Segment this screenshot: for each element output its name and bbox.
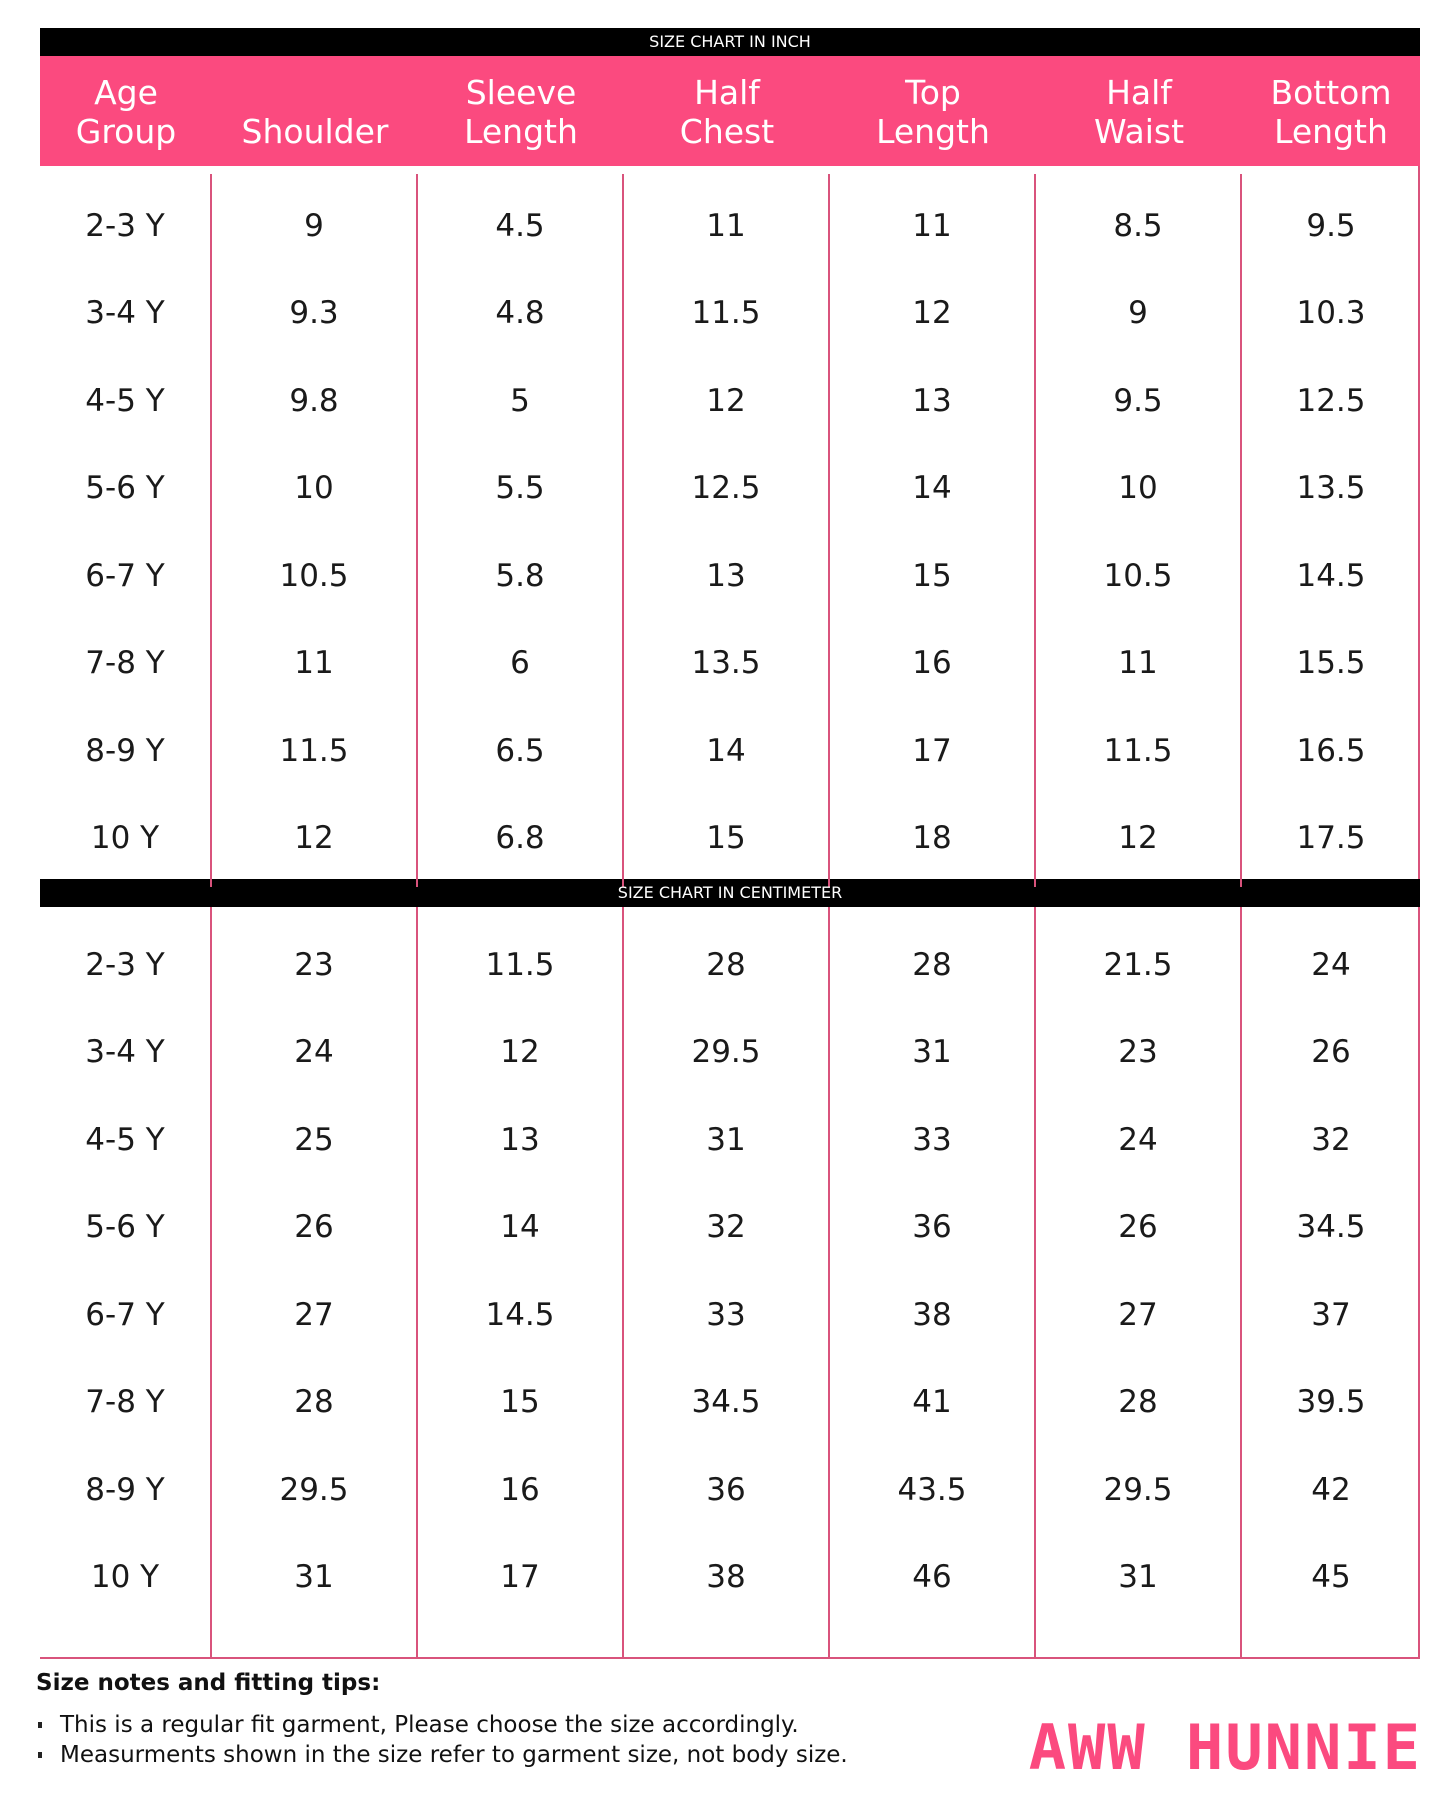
table-cell: 32 — [706, 1209, 746, 1246]
table-cell: 4-5 Y — [85, 382, 165, 419]
table-cell: 38 — [912, 1296, 952, 1333]
inch-column-4 — [830, 174, 1036, 887]
table-cell: 16.5 — [1296, 732, 1366, 769]
inch-column-3 — [624, 174, 830, 887]
table-cell: 11.5 — [485, 946, 555, 983]
table-cell: 25 — [294, 1121, 334, 1158]
table-cell: 15 — [706, 820, 746, 857]
header-half-chest: Half Chest — [679, 73, 775, 151]
inch-table-body — [40, 166, 1420, 879]
table-cell: 8.5 — [1113, 207, 1163, 244]
table-cell: 15 — [500, 1384, 540, 1421]
table-cell: 17 — [912, 732, 952, 769]
table-cell: 37 — [1311, 1296, 1351, 1333]
table-cell: 6.5 — [495, 732, 545, 769]
table-cell: 10.5 — [1103, 557, 1173, 594]
inch-column-0 — [40, 174, 212, 887]
table-cell: 31 — [706, 1121, 746, 1158]
table-header — [40, 56, 1420, 166]
cm-column-5 — [1036, 907, 1242, 1657]
table-cell: 12.5 — [691, 470, 761, 507]
table-cell: 3-4 Y — [85, 1034, 165, 1071]
table-cell: 6 — [510, 645, 530, 682]
table-cell: 38 — [706, 1559, 746, 1596]
cm-column-2 — [418, 907, 624, 1657]
table-cell: 11 — [294, 645, 334, 682]
table-cell: 28 — [706, 946, 746, 983]
table-cell: 29.5 — [279, 1471, 349, 1508]
table-cell: 27 — [1118, 1296, 1158, 1333]
table-cell: 36 — [706, 1471, 746, 1508]
table-cell: 5-6 Y — [85, 470, 165, 507]
table-cell: 11 — [912, 207, 952, 244]
inch-column-1 — [212, 174, 418, 887]
size-notes — [36, 1670, 936, 1770]
table-cell: 10 — [294, 470, 334, 507]
table-cell: 3-4 Y — [85, 295, 165, 332]
table-cell: 12.5 — [1296, 382, 1366, 419]
table-cell: 11.5 — [1103, 732, 1173, 769]
table-cell: 31 — [912, 1034, 952, 1071]
table-cell: 26 — [1311, 1034, 1351, 1071]
note-item: Measurments shown in the size refer to garment size, not body size. — [36, 1740, 936, 1770]
table-cell: 6-7 Y — [85, 557, 165, 594]
table-cell: 39.5 — [1296, 1384, 1366, 1421]
table-cell: 12 — [912, 295, 952, 332]
table-cell: 43.5 — [897, 1471, 967, 1508]
cm-table-body — [40, 907, 1420, 1659]
table-cell: 6.8 — [495, 820, 545, 857]
table-cell: 14.5 — [1296, 557, 1366, 594]
table-cell: 46 — [912, 1559, 952, 1596]
table-cell: 29.5 — [1103, 1471, 1173, 1508]
table-cell: 9.5 — [1113, 382, 1163, 419]
table-cell: 10.5 — [279, 557, 349, 594]
table-cell: 23 — [1118, 1034, 1158, 1071]
table-cell: 31 — [294, 1559, 334, 1596]
table-cell: 18 — [912, 820, 952, 857]
table-cell: 26 — [1118, 1209, 1158, 1246]
inch-column-5 — [1036, 174, 1242, 887]
table-cell: 11 — [1118, 645, 1158, 682]
table-cell: 34.5 — [691, 1384, 761, 1421]
cm-chart-title: SIZE CHART IN CENTIMETER — [40, 879, 1420, 907]
table-cell: 13.5 — [691, 645, 761, 682]
cm-column-6 — [1242, 907, 1420, 1657]
table-cell: 15.5 — [1296, 645, 1366, 682]
bullet-icon — [38, 1752, 42, 1758]
table-cell: 9.5 — [1306, 207, 1356, 244]
header-bottom-length: Bottom Length — [1270, 73, 1392, 151]
table-cell: 5-6 Y — [85, 1209, 165, 1246]
cm-column-4 — [830, 907, 1036, 1657]
cm-column-3 — [624, 907, 830, 1657]
note-item: This is a regular fit garment, Please choose the size accordingly. — [36, 1710, 936, 1740]
table-cell: 7-8 Y — [85, 1384, 165, 1421]
header-half-waist: Half Waist — [1093, 73, 1185, 151]
table-cell: 15 — [912, 557, 952, 594]
table-cell: 14 — [706, 732, 746, 769]
table-cell: 14.5 — [485, 1296, 555, 1333]
header-top-length: Top Length — [876, 73, 990, 151]
size-chart — [40, 28, 1420, 1659]
table-cell: 5.8 — [495, 557, 545, 594]
table-cell: 14 — [500, 1209, 540, 1246]
bullet-icon — [38, 1722, 42, 1728]
table-cell: 11.5 — [279, 732, 349, 769]
table-cell: 16 — [500, 1471, 540, 1508]
cm-column-1 — [212, 907, 418, 1657]
table-cell: 4.5 — [495, 207, 545, 244]
table-cell: 16 — [912, 645, 952, 682]
table-cell: 5.5 — [495, 470, 545, 507]
table-cell: 14 — [912, 470, 952, 507]
table-cell: 8-9 Y — [85, 732, 165, 769]
inch-column-6 — [1242, 174, 1420, 887]
header-shoulder: Shoulder — [241, 112, 389, 151]
table-cell: 7-8 Y — [85, 645, 165, 682]
table-cell: 12 — [500, 1034, 540, 1071]
table-cell: 36 — [912, 1209, 952, 1246]
table-cell: 24 — [1311, 946, 1351, 983]
table-cell: 2-3 Y — [85, 946, 165, 983]
table-cell: 8-9 Y — [85, 1471, 165, 1508]
table-cell: 4-5 Y — [85, 1121, 165, 1158]
table-cell: 32 — [1311, 1121, 1351, 1158]
table-cell: 41 — [912, 1384, 952, 1421]
table-cell: 45 — [1311, 1559, 1351, 1596]
table-cell: 13 — [912, 382, 952, 419]
table-cell: 31 — [1118, 1559, 1158, 1596]
table-cell: 9.8 — [289, 382, 339, 419]
table-cell: 12 — [1118, 820, 1158, 857]
table-cell: 24 — [294, 1034, 334, 1071]
table-cell: 9 — [304, 207, 324, 244]
header-sleeve-length: Sleeve Length — [464, 73, 578, 151]
table-cell: 6-7 Y — [85, 1296, 165, 1333]
table-cell: 9 — [1128, 295, 1148, 332]
table-cell: 12 — [706, 382, 746, 419]
table-cell: 13 — [706, 557, 746, 594]
table-cell: 11.5 — [691, 295, 761, 332]
notes-title: Size notes and fitting tips: — [36, 1670, 381, 1696]
table-cell: 13 — [500, 1121, 540, 1158]
inch-column-2 — [418, 174, 624, 887]
table-cell: 10 Y — [90, 1559, 160, 1596]
table-cell: 4.8 — [495, 295, 545, 332]
table-cell: 10 — [1118, 470, 1158, 507]
notes-list — [36, 1710, 936, 1770]
table-cell: 23 — [294, 946, 334, 983]
table-cell: 17.5 — [1296, 820, 1366, 857]
table-cell: 28 — [294, 1384, 334, 1421]
brand-logo: AWW HUNNIE — [1028, 1711, 1422, 1784]
table-cell: 27 — [294, 1296, 334, 1333]
table-cell: 42 — [1311, 1471, 1351, 1508]
table-cell: 5 — [510, 382, 530, 419]
table-cell: 21.5 — [1103, 946, 1173, 983]
table-cell: 28 — [912, 946, 952, 983]
table-cell: 24 — [1118, 1121, 1158, 1158]
table-cell: 33 — [912, 1121, 952, 1158]
table-cell: 28 — [1118, 1384, 1158, 1421]
table-cell: 9.3 — [289, 295, 339, 332]
table-cell: 10 Y — [90, 820, 160, 857]
table-cell: 12 — [294, 820, 334, 857]
table-cell: 11 — [706, 207, 746, 244]
table-cell: 2-3 Y — [85, 207, 165, 244]
header-age-group: Age Group — [75, 73, 177, 151]
table-cell: 33 — [706, 1296, 746, 1333]
table-cell: 29.5 — [691, 1034, 761, 1071]
inch-chart-title: SIZE CHART IN INCH — [40, 28, 1420, 56]
table-cell: 17 — [500, 1559, 540, 1596]
table-cell: 34.5 — [1296, 1209, 1366, 1246]
cm-column-0 — [40, 907, 212, 1657]
table-cell: 10.3 — [1296, 295, 1366, 332]
table-cell: 26 — [294, 1209, 334, 1246]
table-cell: 13.5 — [1296, 470, 1366, 507]
